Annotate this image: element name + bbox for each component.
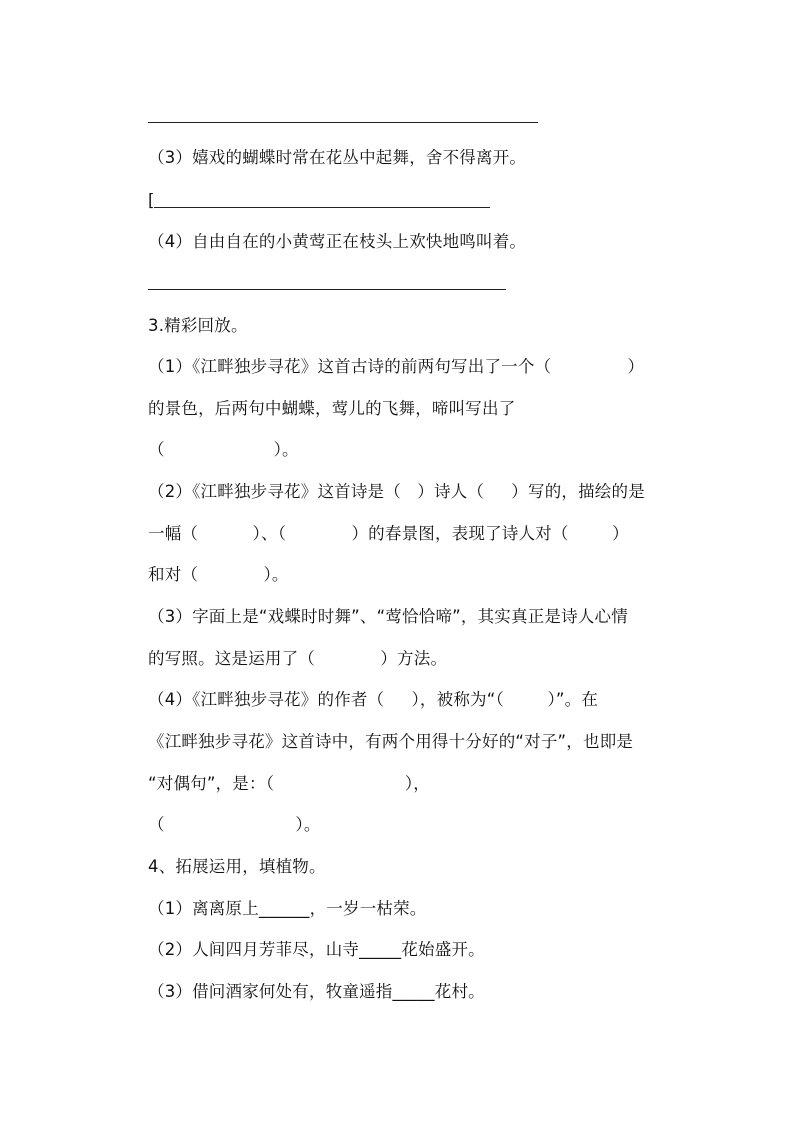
section-3-line: 一幅（ ）、（ ）的春景图，表现了诗人对（ ） (148, 524, 629, 543)
section-3-line: （3）字面上是“戏蝶时时舞”、“莺恰恰啼”，其实真正是诗人心情 (148, 607, 628, 626)
section-3-line: 的写照。这是运用了（ ）方法。 (148, 649, 448, 668)
section-3-line: （4）《江畔独步寻花》的作者（ ），被称为“（ ）”。在 (148, 690, 599, 709)
section-3-line: （ ）。 (148, 815, 321, 834)
answer-line-1 (148, 122, 538, 123)
section-3-line: 和对（ ）。 (148, 565, 289, 584)
section-4-line: （3）借问酒家何处有，牧童遥指_____花村。 (148, 982, 485, 1001)
section-3-line: 的景色，后两句中蝴蝶，莺儿的飞舞，啼叫写出了 (148, 399, 516, 418)
section-4-line: （2）人间四月芳菲尽，山寺_____花始盛开。 (148, 940, 485, 959)
section-3-line: “对偶句”，是：（ ）， (148, 774, 430, 793)
section-3-line: 《江畔独步寻花》这首诗中，有两个用得十分好的“对子”，也即是 (148, 732, 634, 751)
section-3-line: （ ）。 (148, 440, 299, 459)
section-4-heading: 4、拓展运用，填植物。 (148, 857, 326, 876)
answer-line-2 (148, 190, 490, 212)
answer-line-2-bar (154, 207, 490, 208)
section-3-line: （2）《江畔独步寻花》这首诗是（ ）诗人（ ）写的，描绘的是 (148, 482, 645, 501)
section-3-heading: 3.精彩回放。 (148, 316, 248, 335)
section-4-line: （1）离离原上______，一岁一枯荣。 (148, 899, 427, 918)
sentence-item-3: （3）嬉戏的蝴蝶时常在花丛中起舞，舍不得离开。 (148, 148, 527, 167)
section-3-line: （1）《江畔独步寻花》这首古诗的前两句写出了一个（ ） (148, 357, 645, 376)
bracket-mark: [ (148, 191, 155, 210)
answer-line-3 (148, 289, 506, 290)
sentence-item-4: （4）自由自在的小黄莺正在枝头上欢快地鸣叫着。 (148, 232, 527, 251)
